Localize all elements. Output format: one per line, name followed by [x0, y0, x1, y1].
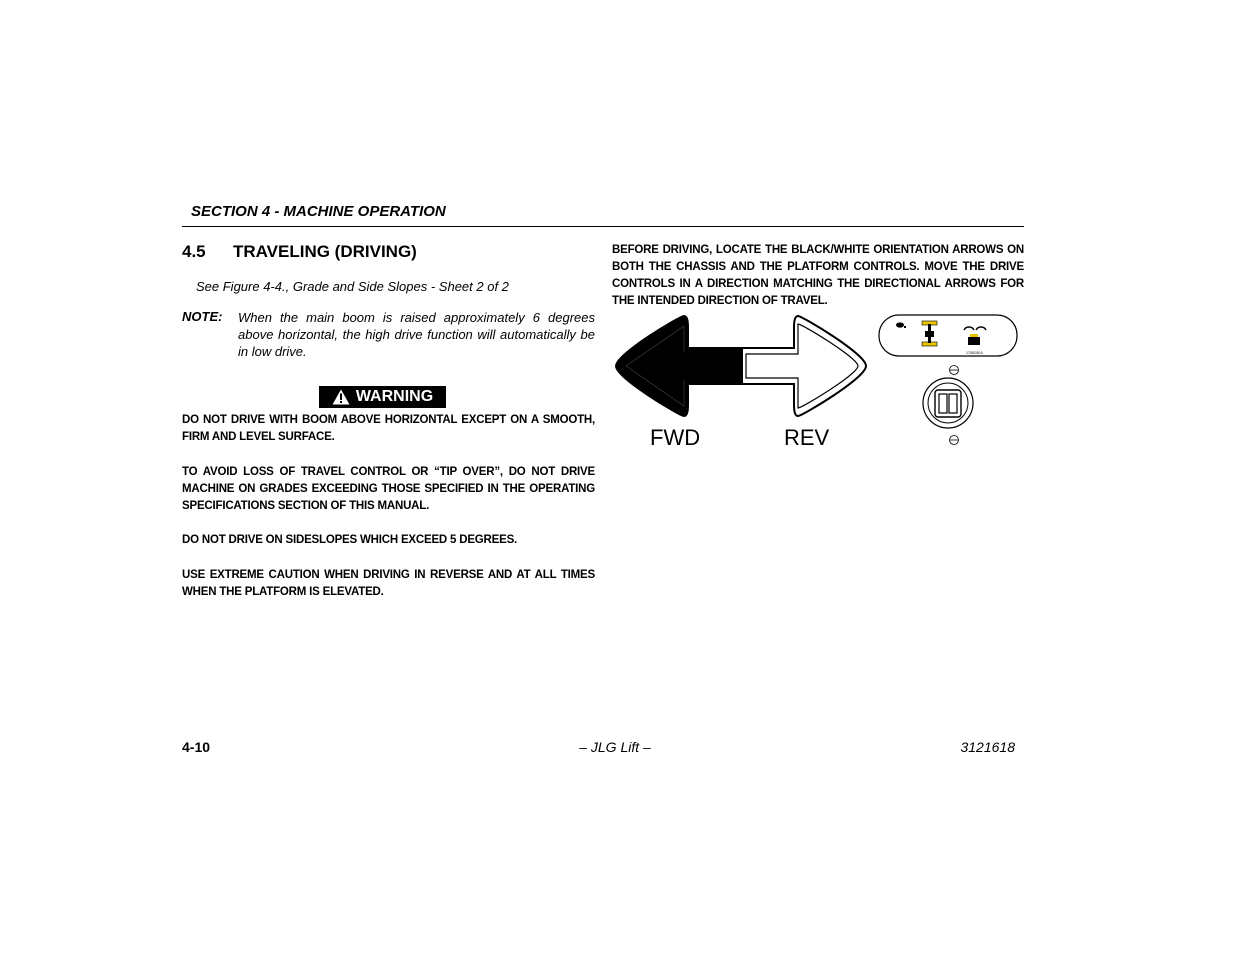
note-text: When the main boom is raised approximately 6 degrees above horizontal, the high drive function will automatically be in low drive.	[238, 310, 595, 359]
page-number: 4-10	[182, 739, 211, 755]
orientation-instructions: BEFORE DRIVING, LOCATE THE BLACK/WHITE ORIENTATION ARROWS ON BOTH THE CHASSIS AND THE PLATFORM CONTROLS. MOVE THE DRIVE CONTROLS IN A DIRECTION MATCHING THE DIRECTIONAL ARROWS FOR THE INTENDED DIRECTION OF TRAVEL.	[612, 244, 1024, 307]
joystick-icon	[923, 366, 973, 445]
section-heading	[182, 242, 417, 262]
footer-publisher: – JLG Lift –	[579, 739, 651, 755]
warning-paragraph: DO NOT DRIVE WITH BOOM ABOVE HORIZONTAL EXCEPT ON A SMOOTH, FIRM AND LEVEL SURFACE.	[182, 414, 595, 443]
arrow-left-black-icon	[616, 316, 742, 416]
warning-badge	[319, 386, 446, 408]
heading-title: TRAVELING (DRIVING)	[233, 242, 417, 261]
note-label: NOTE:	[182, 309, 223, 324]
warning-paragraph: TO AVOID LOSS OF TRAVEL CONTROL OR “TIP OVER”, DO NOT DRIVE MACHINE ON GRADES EXCEEDING THOSE SPECIFIED IN THE OPERATING SPECIFICATIONS SECTION OF THIS MANUAL.	[182, 466, 595, 512]
warning-paragraph: USE EXTREME CAUTION WHEN DRIVING IN REVERSE AND AT ALL TIMES WHEN THE PLATFORM IS ELEVATED.	[182, 569, 595, 598]
document-number: 3121618	[960, 739, 1015, 755]
heading-number: 4.5	[182, 242, 206, 261]
drive-decal-panel	[879, 315, 1017, 356]
warning-label: WARNING	[355, 388, 434, 405]
drive-orientation-figure	[612, 312, 1022, 457]
header-rule	[182, 226, 1024, 227]
decal-code: 1706245 A	[966, 351, 983, 355]
warning-triangle-icon	[332, 389, 350, 405]
section-header: SECTION 4 - MACHINE OPERATION	[191, 203, 446, 220]
fwd-label: FWD	[650, 425, 701, 450]
figure-reference: See Figure 4-4., Grade and Side Slopes - Sheet 2 of 2	[196, 279, 509, 294]
rev-label: REV	[784, 425, 830, 450]
arrow-right-white-icon	[742, 316, 866, 416]
warning-paragraph: DO NOT DRIVE ON SIDESLOPES WHICH EXCEED 5 DEGREES.	[182, 534, 518, 546]
